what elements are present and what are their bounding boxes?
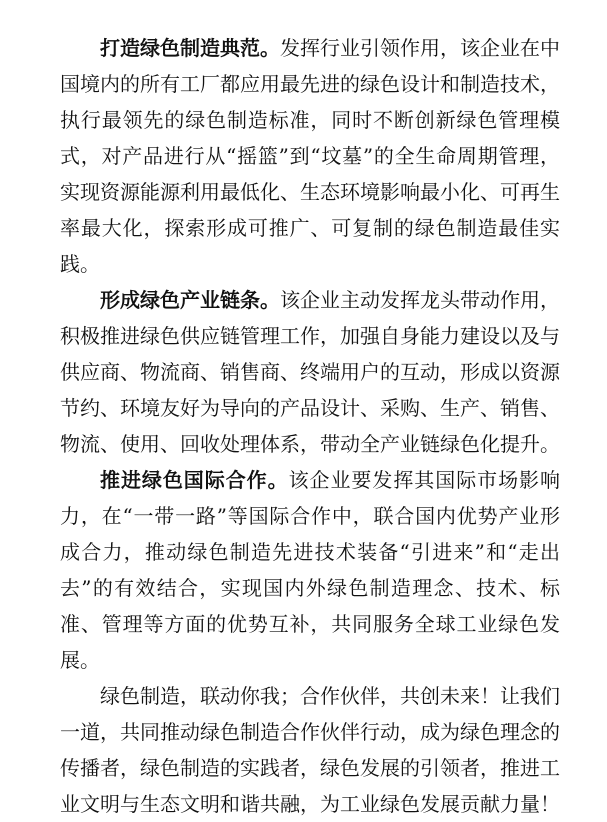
paragraph-green-manufacturing-model <box>60 30 560 282</box>
paragraph-text: 发挥行业引领作用，该企业在中国境内的所有工厂都应用最先进的绿色设计和制造技术，执行最领先的绿色制造标准，同时不断创新绿色管理模式，对产品进行从“摇篮”到“坟墓”的全生命周期管理，实现资源能源利用最低化、生态环境影响最小化、可再生率最大化，探索形成可推广、可复制的绿色制造最佳实践。 <box>60 36 560 276</box>
document-body <box>60 30 560 822</box>
paragraph-text: 该企业主动发挥龙头带动作用，积极推进绿色供应链管理工作，加强自身能力建设以及与供应商、物流商、销售商、终端用户的互动，形成以资源节约、环境友好为导向的产品设计、采购、生产、销售、物流、使用、回收处理体系，带动全产业链绿色化提升。 <box>60 288 560 456</box>
paragraph-green-international-cooperation <box>60 462 560 678</box>
paragraph-lead: 打造绿色制造典范。 <box>100 36 280 60</box>
paragraph-lead: 推进绿色国际合作。 <box>100 468 289 492</box>
paragraph-lead: 形成绿色产业链条。 <box>100 288 280 312</box>
paragraph-text: 该企业要发挥其国际市场影响力，在“一带一路”等国际合作中，联合国内优势产业形成合力，推动绿色制造先进技术装备“引进来”和“走出去”的有效结合，实现国内外绿色制造理念、技术、标准、管理等方面的优势互补，共同服务全球工业绿色发展。 <box>60 468 561 672</box>
paragraph-closing <box>60 678 560 822</box>
paragraph-green-industry-chain <box>60 282 560 462</box>
paragraph-text: 绿色制造，联动你我；合作伙伴，共创未来！让我们一道，共同推动绿色制造合作伙伴行动，成为绿色理念的传播者，绿色制造的实践者，绿色发展的引领者，推进工业文明与生态文明和谐共融，为工业绿色发展贡献力量！ <box>60 684 560 816</box>
